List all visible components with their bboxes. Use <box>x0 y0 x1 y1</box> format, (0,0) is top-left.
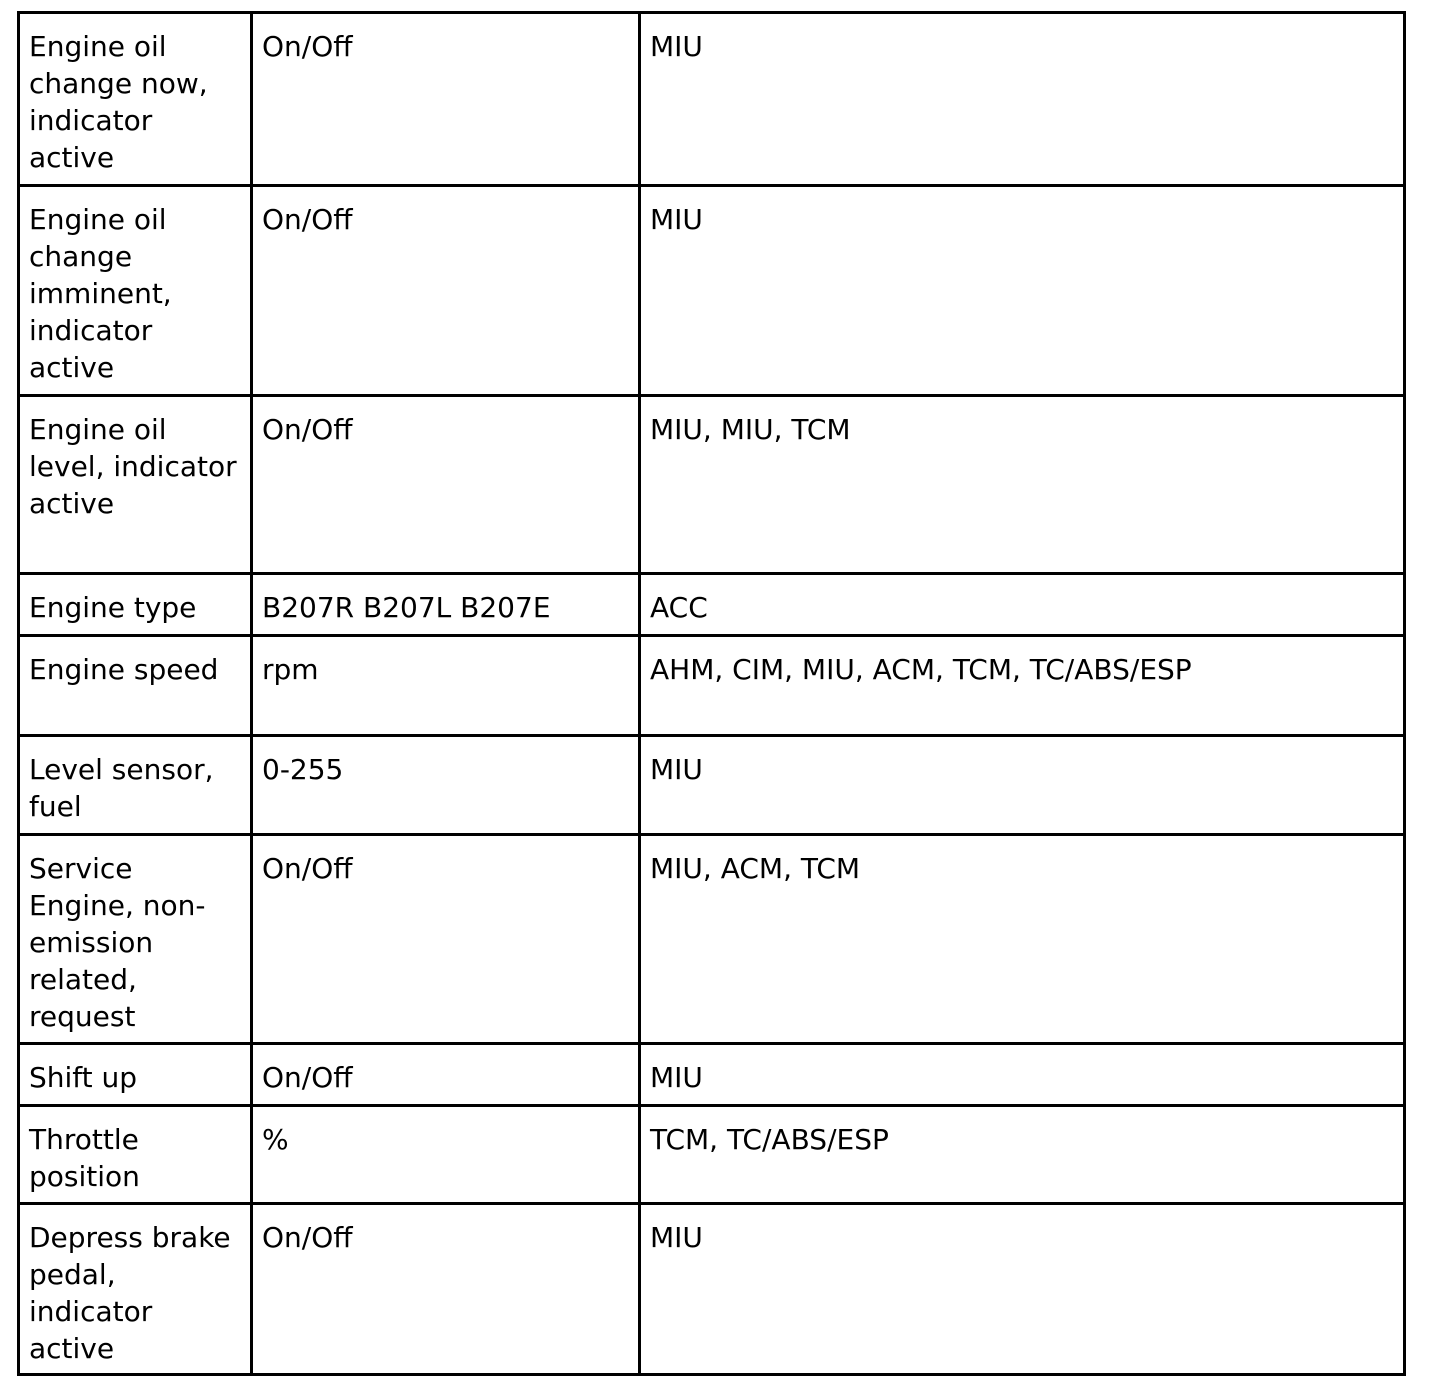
table-row <box>19 1044 1405 1106</box>
table-row <box>19 574 1405 636</box>
value-cell: % <box>252 1106 640 1204</box>
parameter-cell: Engine oil change now, indicator active <box>19 13 252 186</box>
modules-cell: MIU, MIU, TCM <box>640 396 1405 574</box>
modules-cell: MIU, ACM, TCM <box>640 835 1405 1044</box>
value-cell: B207R B207L B207E <box>252 574 640 636</box>
table-row <box>19 636 1405 736</box>
parameter-cell: Throttle position <box>19 1106 252 1204</box>
table-row <box>19 396 1405 574</box>
parameter-table <box>17 11 1406 1376</box>
parameter-cell: Engine type <box>19 574 252 636</box>
modules-cell: ACC <box>640 574 1405 636</box>
value-cell: On/Off <box>252 835 640 1044</box>
value-cell: 0-255 <box>252 736 640 835</box>
value-cell: On/Off <box>252 1044 640 1106</box>
parameter-cell: Level sensor, fuel <box>19 736 252 835</box>
parameter-cell: Engine oil change imminent, indicator active <box>19 186 252 396</box>
parameter-cell: Service Engine, non-emission related, request <box>19 835 252 1044</box>
value-cell: On/Off <box>252 186 640 396</box>
value-cell: On/Off <box>252 13 640 186</box>
modules-cell: TCM, TC/ABS/ESP <box>640 1106 1405 1204</box>
parameter-cell: Engine oil level, indicator active <box>19 396 252 574</box>
modules-cell: AHM, CIM, MIU, ACM, TCM, TC/ABS/ESP <box>640 636 1405 736</box>
modules-cell: MIU <box>640 736 1405 835</box>
modules-cell: MIU <box>640 186 1405 396</box>
modules-cell: MIU <box>640 13 1405 186</box>
parameter-cell: Engine speed <box>19 636 252 736</box>
value-cell: On/Off <box>252 1204 640 1375</box>
modules-cell: MIU <box>640 1044 1405 1106</box>
modules-cell: MIU <box>640 1204 1405 1375</box>
table-row <box>19 835 1405 1044</box>
value-cell: On/Off <box>252 396 640 574</box>
parameter-cell: Depress brake pedal, indicator active <box>19 1204 252 1375</box>
table-row <box>19 186 1405 396</box>
table-row <box>19 13 1405 186</box>
table-row <box>19 1106 1405 1204</box>
value-cell: rpm <box>252 636 640 736</box>
table-row <box>19 1204 1405 1375</box>
table-row <box>19 736 1405 835</box>
parameter-cell: Shift up <box>19 1044 252 1106</box>
